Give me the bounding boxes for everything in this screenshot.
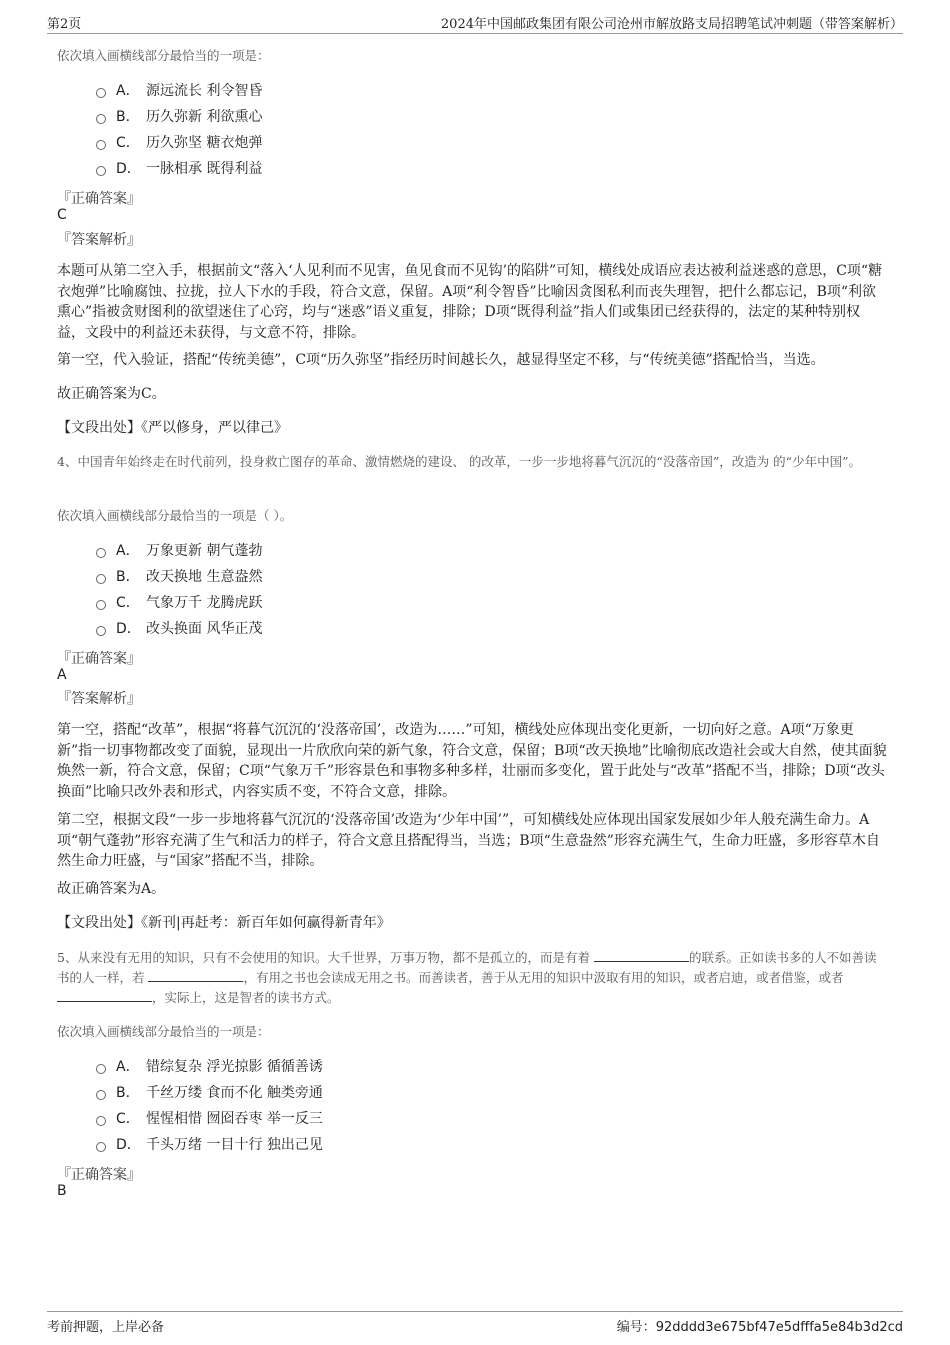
q4-analysis-conclusion: 故正确答案为A。: [57, 881, 166, 897]
radio-icon[interactable]: [96, 88, 106, 98]
q4-analysis-label: 『答案解析』: [57, 691, 141, 707]
page-header: [47, 13, 903, 34]
q4-analysis-paragraph: 第一空，搭配“改革”，根据“将暮气沉沉的‘没落帝国’，改造为……”可知，横线处应体现出变化更新，一切向好之意。A项“万象更新”指一切事物都改变了面貌，显现出一片欣欣向荣的新气象，符合文意，保留；B项“改天换地”比喻彻底改造社会或大自然，使其面貌焕然一新，符合文意，保留；C项“气象万千”形容景色和事物多种多样，壮丽而多变化，置于此处与“改革”搭配不当，排除；D项“改头换面”比喻只改外表和形式，内容实质不变，不符合文意，排除。: [57, 722, 887, 800]
q4-option-b[interactable]: B． 改天换地 生意盎然: [96, 567, 262, 587]
q5-option-a[interactable]: A． 错综复杂 浮光掠影 循循善诱: [96, 1057, 323, 1077]
q3-option-d[interactable]: D． 一脉相承 既得利益: [96, 159, 262, 179]
q3-analysis-paragraph: 本题可从第二空入手，根据前文“落入‘人见利而不见害，鱼见食而不见钩’的陷阱”可知，横线处成语应表达被利益迷惑的意思，C项“糖衣炮弹”比喻腐蚀、拉拢，拉人下水的手段，符合文意，保留。A项“利令智昏”比喻因贪图私利而丧失理智，把什么都忘记，B项“利欲熏心”指被贪财图利的欲望迷住了心窍，均与“迷惑”语义重复，排除；D项“既得利益”指人们或集团已经获得的，法定的某种特别权益，文段中的利益还未获得，与文意不符，排除。: [57, 263, 883, 341]
page-footer: [47, 1311, 903, 1336]
q3-analysis-paragraph: 第一空，代入验证，搭配“传统美德”，C项“历久弥坚”指经历时间越长久，越显得坚定不移，与“传统美德”搭配恰当，当选。: [57, 352, 825, 368]
q4-option-c[interactable]: C． 气象万千 龙腾虎跃: [96, 593, 262, 613]
q3-analysis-label: 『答案解析』: [57, 232, 141, 248]
blank-line: [594, 949, 689, 962]
footer-slogan: 考前押题，上岸必备: [47, 1320, 165, 1335]
radio-icon[interactable]: [96, 1142, 106, 1152]
q5-answer-label: 『正确答案』: [57, 1167, 141, 1183]
q4-option-a[interactable]: A． 万象更新 朝气蓬勃: [96, 541, 262, 561]
q3-option-b[interactable]: B． 历久弥新 利欲熏心: [96, 107, 262, 127]
q4-option-d[interactable]: D． 改头换面 风华正茂: [96, 619, 262, 639]
document-title: 2024年中国邮政集团有限公司沧州市解放路支局招聘笔试冲刺题（带答案解析）: [440, 17, 903, 32]
q3-prompt: 依次填入画横线部分最恰当的一项是：: [57, 48, 270, 63]
q3-option-a[interactable]: A． 源远流长 利令智昏: [96, 81, 262, 101]
document-id: 编号：92dddd3e675bf47e5dfffa5e84b3d2cd: [616, 1320, 903, 1335]
radio-icon[interactable]: [96, 600, 106, 610]
q3-source: 【文段出处】《严以修身，严以律己》: [57, 420, 288, 436]
blank-line: [148, 969, 243, 982]
page-number: 第2页: [47, 17, 82, 32]
q3-analysis-conclusion: 故正确答案为C。: [57, 386, 166, 402]
radio-icon[interactable]: [96, 114, 106, 124]
q3-answer-label: 『正确答案』: [57, 191, 141, 207]
q4-analysis-paragraph: 第二空，根据文段“一步一步地将暮气沉沉的‘没落帝国’改造为‘少年中国’”，可知横线处应体现出国家发展如少年人般充满生命力。A项“朝气蓬勃”形容充满了生气和活力的样子，符合文意且搭配得当，当选；B项“生意盎然”形容充满生气，生命力旺盛，多形容草木自然生命力旺盛，与“国家”搭配不当，排除。: [57, 812, 880, 869]
q4-source: 【文段出处】《新刊|再赶考：新百年如何赢得新青年》: [57, 915, 391, 931]
q4-answer: A: [57, 667, 67, 683]
radio-icon[interactable]: [96, 574, 106, 584]
q5-option-c[interactable]: C． 惺惺相惜 囫囵吞枣 举一反三: [96, 1109, 323, 1129]
q5-answer: B: [57, 1183, 67, 1199]
radio-icon[interactable]: [96, 1116, 106, 1126]
radio-icon[interactable]: [96, 626, 106, 636]
blank-line: [57, 989, 152, 1002]
q3-option-c[interactable]: C． 历久弥坚 糖衣炮弹: [96, 133, 262, 153]
q5-prompt: 依次填入画横线部分最恰当的一项是：: [57, 1024, 270, 1039]
q5-stem: 5、从来没有无用的知识，只有不会使用的知识。大千世界，万事万物，都不是孤立的，而是有着 的联系。正如读书多的人不如善读书的人一样，若 ，有用之书也会读成无用之书。而善读者，善于从无用的知识中汲取有用的知识，或者启迪，或者借鉴，或者 ，实际上，这是智者的读书方式。: [57, 950, 877, 1005]
radio-icon[interactable]: [96, 548, 106, 558]
q5-option-d[interactable]: D． 千头万绪 一目十行 独出己见: [96, 1135, 323, 1155]
q4-stem: 4、中国青年始终走在时代前列，投身救亡图存的革命、激情燃烧的建设、 的改革，一步一步地将暮气沉沉的“没落帝国”，改造为 的“少年中国”。: [57, 454, 861, 469]
q4-prompt: 依次填入画横线部分最恰当的一项是（ ）。: [57, 508, 293, 523]
radio-icon[interactable]: [96, 1064, 106, 1074]
radio-icon[interactable]: [96, 166, 106, 176]
q5-option-b[interactable]: B． 千丝万缕 食而不化 触类旁通: [96, 1083, 323, 1103]
q4-answer-label: 『正确答案』: [57, 651, 141, 667]
radio-icon[interactable]: [96, 1090, 106, 1100]
radio-icon[interactable]: [96, 140, 106, 150]
q3-answer: C: [57, 207, 67, 223]
